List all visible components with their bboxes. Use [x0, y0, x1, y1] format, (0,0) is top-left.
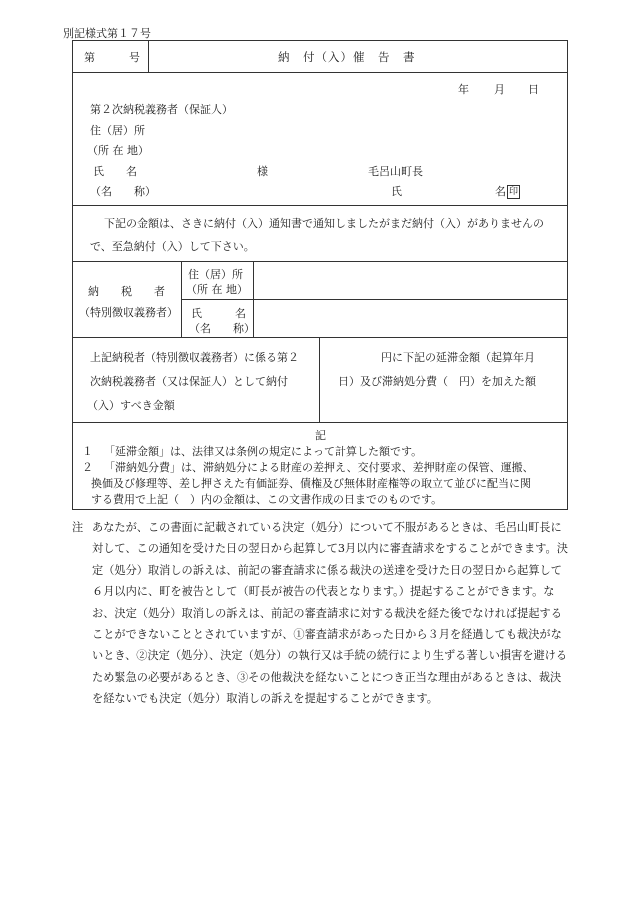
amount-left-line-2: 次納税義務者（又は保証人）として納付 [90, 375, 288, 388]
amount-left-line-3: （入）すべき金額 [87, 399, 175, 412]
date-year: 年 [458, 83, 469, 96]
ki-item-2-number: ２ [82, 461, 93, 474]
ki-item-2-line-3: する費用で上記（ ）内の金額は、この文書作成の日までのものです。 [91, 493, 443, 506]
number-label-dai: 第 [84, 51, 95, 64]
message-line-2: で、至急納付（入）して下さい。 [90, 240, 255, 253]
note-body: あなたが、この書面に記載されている決定（処分）について不服があるときは、毛呂山町長に対して、この通知を受けた日の翌日から起算して3月以内に審査請求をすることができます。決定（処分）取消しの訴えは、前記の審査請求に係る裁決の送達を受けた日の翌日から起算して６月以内に、町を被告として（町長が被告の代表となります。）提起することができます。なお、決定（処分）取消しの訴えは、前記の審査請求に対する裁決を経た後でなければ提起することができないこととされていますが、①審査請求があった日から３月を経過しても裁決がないとき、②決定（処分）、決定（処分）の執行又は手続の続行により生ずる著しい損害を避けるため緊急の必要があるとき、③その他裁決を経ないことにつき正当な理由があるときは、裁決を経ないでも決定（処分）取消しの訴えを提起することができます。 [92, 521, 568, 706]
number-cell-divider [148, 40, 149, 72]
date-month: 月 [494, 83, 505, 96]
addressee-heading: 第２次納税義務者（保証人） [90, 103, 233, 116]
document-title: 納 付（入）催 告 書 [278, 50, 416, 64]
taxpayer-top-divider [72, 261, 568, 262]
ki-top-divider [72, 422, 568, 423]
taxpayer-label: 納 税 者 [88, 285, 165, 298]
amount-right-line-2: 日）及び滞納処分費（ 円）を加えた額 [338, 375, 536, 388]
ki-item-2-line-2: 換価及び修理等、差し押さえた有価証券、債権及び無体財産権等の取立て並びに配当に関 [91, 477, 531, 490]
addressee-address-label: 住（居）所 [90, 124, 145, 137]
amount-top-divider [72, 337, 568, 338]
issuer-mei [495, 183, 520, 199]
amount-right-line-1: 円に下記の延滞金額（起算年月 [381, 351, 535, 364]
message-top-divider [72, 205, 568, 206]
note-head: 注 [72, 521, 84, 534]
ki-item-1-number: １ [82, 445, 93, 458]
issuer-title: 毛呂山町長 [368, 165, 423, 178]
addressee-honorific: 様 [257, 165, 268, 178]
addressee-name-label: 氏 名 [93, 165, 137, 178]
amount-left-line-1: 上記納税者（特別徴収義務者）に係る第２ [90, 351, 299, 364]
ki-heading: 記 [315, 429, 326, 442]
addressee-location-label: （所 在 地） [87, 144, 149, 157]
issuer-shi: 氏 [391, 185, 402, 198]
taxpayer-name-label-2: （名 称） [189, 322, 255, 335]
addressee-corp-name-label: （名 称） [90, 185, 156, 198]
seal-mark: 印 [508, 187, 518, 197]
taxpayer-address-label-2: （所 在 地） [186, 283, 248, 296]
number-label-go: 号 [129, 51, 140, 64]
header-divider [72, 72, 568, 73]
amount-divider [319, 337, 320, 422]
special-collector-label: （特別徴収義務者） [79, 306, 178, 319]
issuer-mei-label: 名 [495, 185, 506, 198]
taxpayer-mid-divider [181, 299, 568, 300]
ki-item-1: 「延滞金額」は、法律又は条例の規定によって計算した額です。 [104, 445, 423, 458]
message-line-1: 下記の金額は、さきに納付（入）通知書で通知しましたがまだ納付（入）がありませんの [104, 217, 544, 230]
form-id: 別記様式第１７号 [63, 27, 151, 40]
date-day: 日 [528, 83, 539, 96]
taxpayer-name-label-1: 氏 名 [191, 307, 246, 320]
ki-item-2-line-1: 「滞納処分費」は、滞納処分による財産の差押え、交付要求、差押財産の保管、運搬、 [104, 461, 534, 474]
taxpayer-address-label-1: 住（居）所 [188, 268, 243, 281]
